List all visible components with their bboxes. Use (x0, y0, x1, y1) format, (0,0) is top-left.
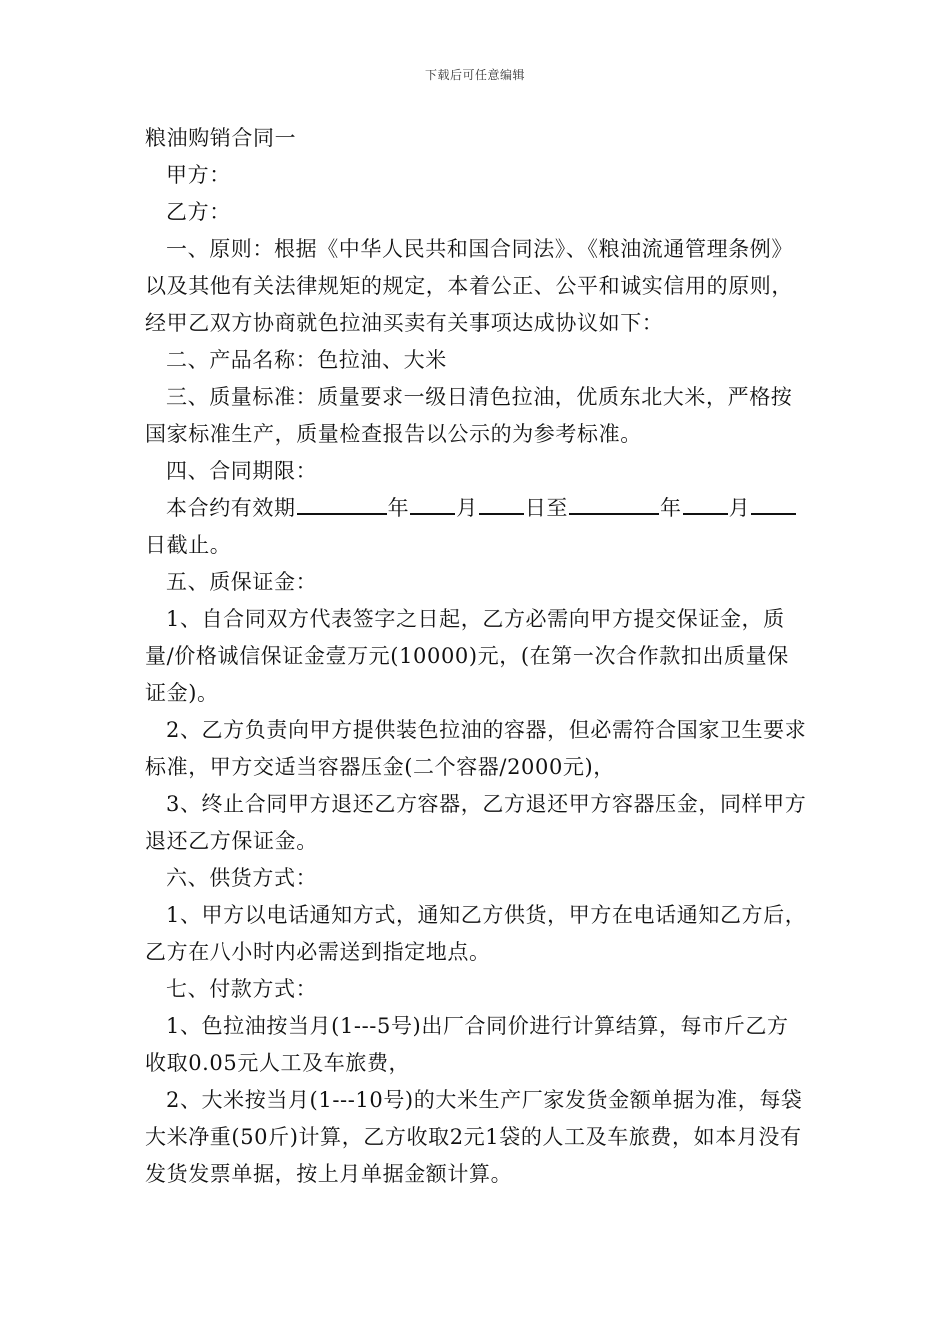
term-end: 日截止。 (145, 533, 232, 557)
term-day-1: 日至 (524, 496, 569, 520)
term-month-2: 月 (728, 496, 751, 520)
section-product-name: 二、产品名称：色拉油、大米 (166, 348, 447, 372)
start-year-blank (297, 493, 387, 515)
supply-clause-1: 1、甲方以电话通知方式，通知乙方供货，甲方在电话通知乙方后，乙方在八小时内必需送到指定地点。 (145, 903, 807, 964)
end-month-blank (683, 493, 728, 515)
payment-clause-2: 2、大米按当月(1---10号)的大米生产厂家发货金额单据为准，每袋大米净重(50斤)计算，乙方收取2元1袋的人工及车旅费，如本月没有发货发票单据，按上月单据金额计算。 (145, 1088, 803, 1186)
section-term-title: 四、合同期限： (166, 459, 318, 483)
page-header: 下载后可任意编辑 (424, 68, 525, 82)
section-supply-title: 六、供货方式： (166, 866, 318, 890)
end-day-blank (751, 493, 796, 515)
party-a-line: 甲方： (166, 163, 231, 187)
term-year-2: 年 (660, 496, 682, 520)
deposit-clause-3: 3、终止合同甲方退还乙方容器，乙方退还甲方容器压金，同样甲方退还乙方保证金。 (145, 792, 807, 853)
document-title: 粮油购销合同一 (145, 126, 297, 150)
start-day-blank (479, 493, 524, 515)
document-body (145, 120, 810, 1193)
term-year-1: 年 (387, 496, 410, 520)
payment-clause-1: 1、色拉油按当月(1---5号)出厂合同价进行计算结算，每市斤乙方收取0.05元人工及车旅费， (145, 1014, 789, 1075)
party-b-line: 乙方： (166, 200, 231, 224)
section-principle: 一、原则：根据《中华人民共和国合同法》、《粮油流通管理条例》以及其他有关法律规矩的规定，本着公正、公平和诚实信用的原则，经甲乙双方协商就色拉油买卖有关事项达成协议如下： (145, 237, 793, 335)
end-year-blank (569, 493, 659, 515)
section-quality-standard: 三、质量标准：质量要求一级日清色拉油，优质东北大米，严格按国家标准生产，质量检查报告以公示的为参考标准。 (145, 385, 793, 446)
deposit-clause-2: 2、乙方负责向甲方提供装色拉油的容器，但必需符合国家卫生要求标准，甲方交适当容器压金(二个容器/2000元)， (145, 718, 807, 779)
section-deposit-title: 五、质保证金： (166, 570, 318, 594)
deposit-clause-1: 1、自合同双方代表签字之日起，乙方必需向甲方提交保证金，质量/价格诚信保证金壹万元(10000)元，(在第一次合作款扣出质量保证金)。 (145, 607, 789, 705)
start-month-blank (410, 493, 455, 515)
term-prefix: 本合约有效期 (166, 496, 296, 520)
term-month-1: 月 (456, 496, 478, 520)
section-term-body (145, 490, 810, 564)
section-payment-title: 七、付款方式： (166, 977, 318, 1001)
